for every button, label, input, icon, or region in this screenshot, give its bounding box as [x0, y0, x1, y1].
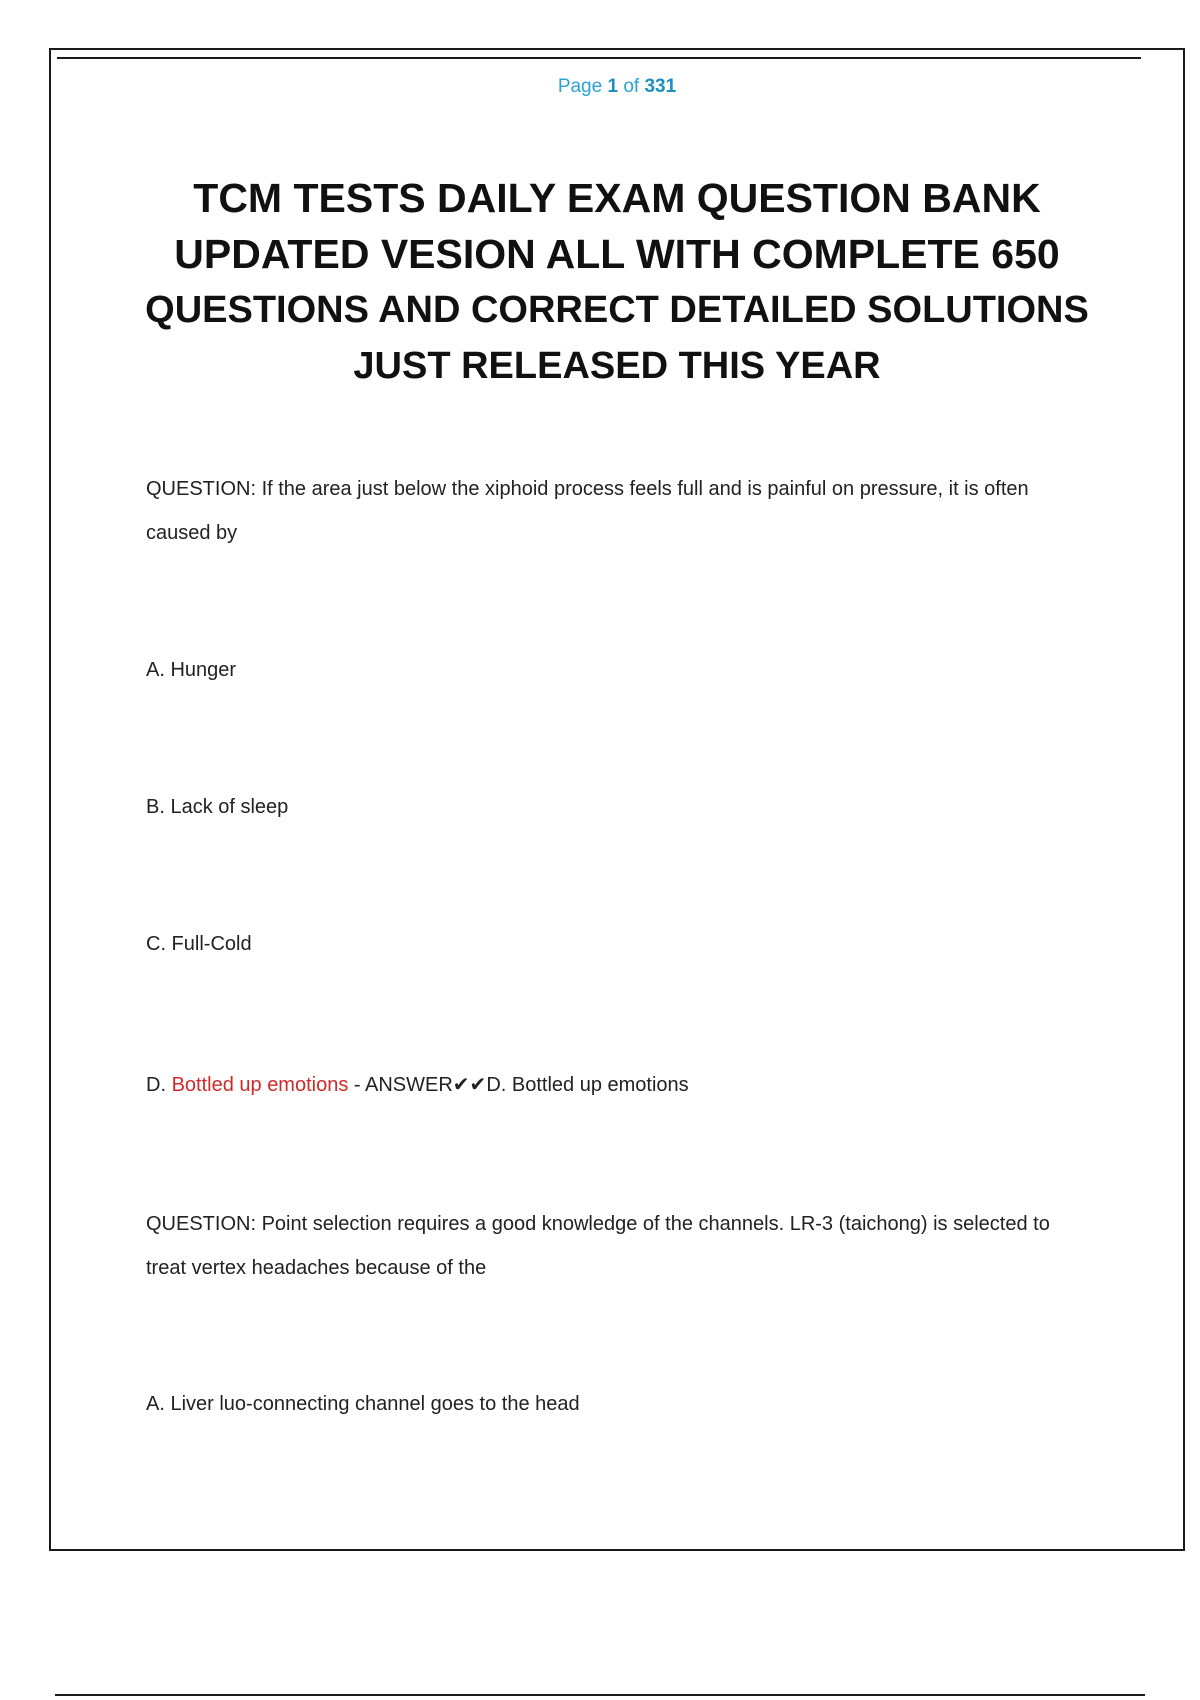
- title-line-4: JUST RELEASED THIS YEAR: [353, 345, 881, 387]
- document-title: [111, 170, 1123, 394]
- page-total: 331: [644, 76, 677, 97]
- page-indicator: [51, 76, 1183, 98]
- title-line-3: QUESTIONS AND CORRECT DETAILED SOLUTIONS: [145, 289, 1089, 331]
- question-2-option-a: A. Liver luo-connecting channel goes to the head: [146, 1393, 580, 1415]
- answer-key: - ANSWER✔✔D. Bottled up emotions: [348, 1074, 689, 1096]
- document-page: [49, 48, 1185, 1551]
- question-1-option-c: C. Full-Cold: [146, 933, 252, 955]
- question-2-text: QUESTION: Point selection requires a good knowledge of the channels. LR-3 (taichong) is selected to treat vertex headaches because of the: [146, 1213, 1050, 1279]
- title-line-1: TCM TESTS DAILY EXAM QUESTION BANK: [193, 175, 1041, 221]
- answer-highlight: Bottled up emotions: [171, 1074, 349, 1096]
- page-current: 1: [607, 76, 619, 97]
- question-1-option-b: B. Lack of sleep: [146, 796, 289, 818]
- question-1-text: QUESTION: If the area just below the xiphoid process feels full and is painful on pressure, it is often caused by: [146, 478, 1029, 544]
- header-rule: [57, 57, 1141, 59]
- footer-rule: [55, 1694, 1145, 1696]
- question-1-option-d-answer: [146, 1063, 1073, 1107]
- page-of: of: [623, 76, 640, 97]
- page-label: Page: [557, 76, 603, 97]
- option-d-prefix: D.: [146, 1074, 166, 1096]
- question-1-option-a: A. Hunger: [146, 659, 237, 681]
- title-line-2: UPDATED VESION ALL WITH COMPLETE 650: [174, 231, 1060, 277]
